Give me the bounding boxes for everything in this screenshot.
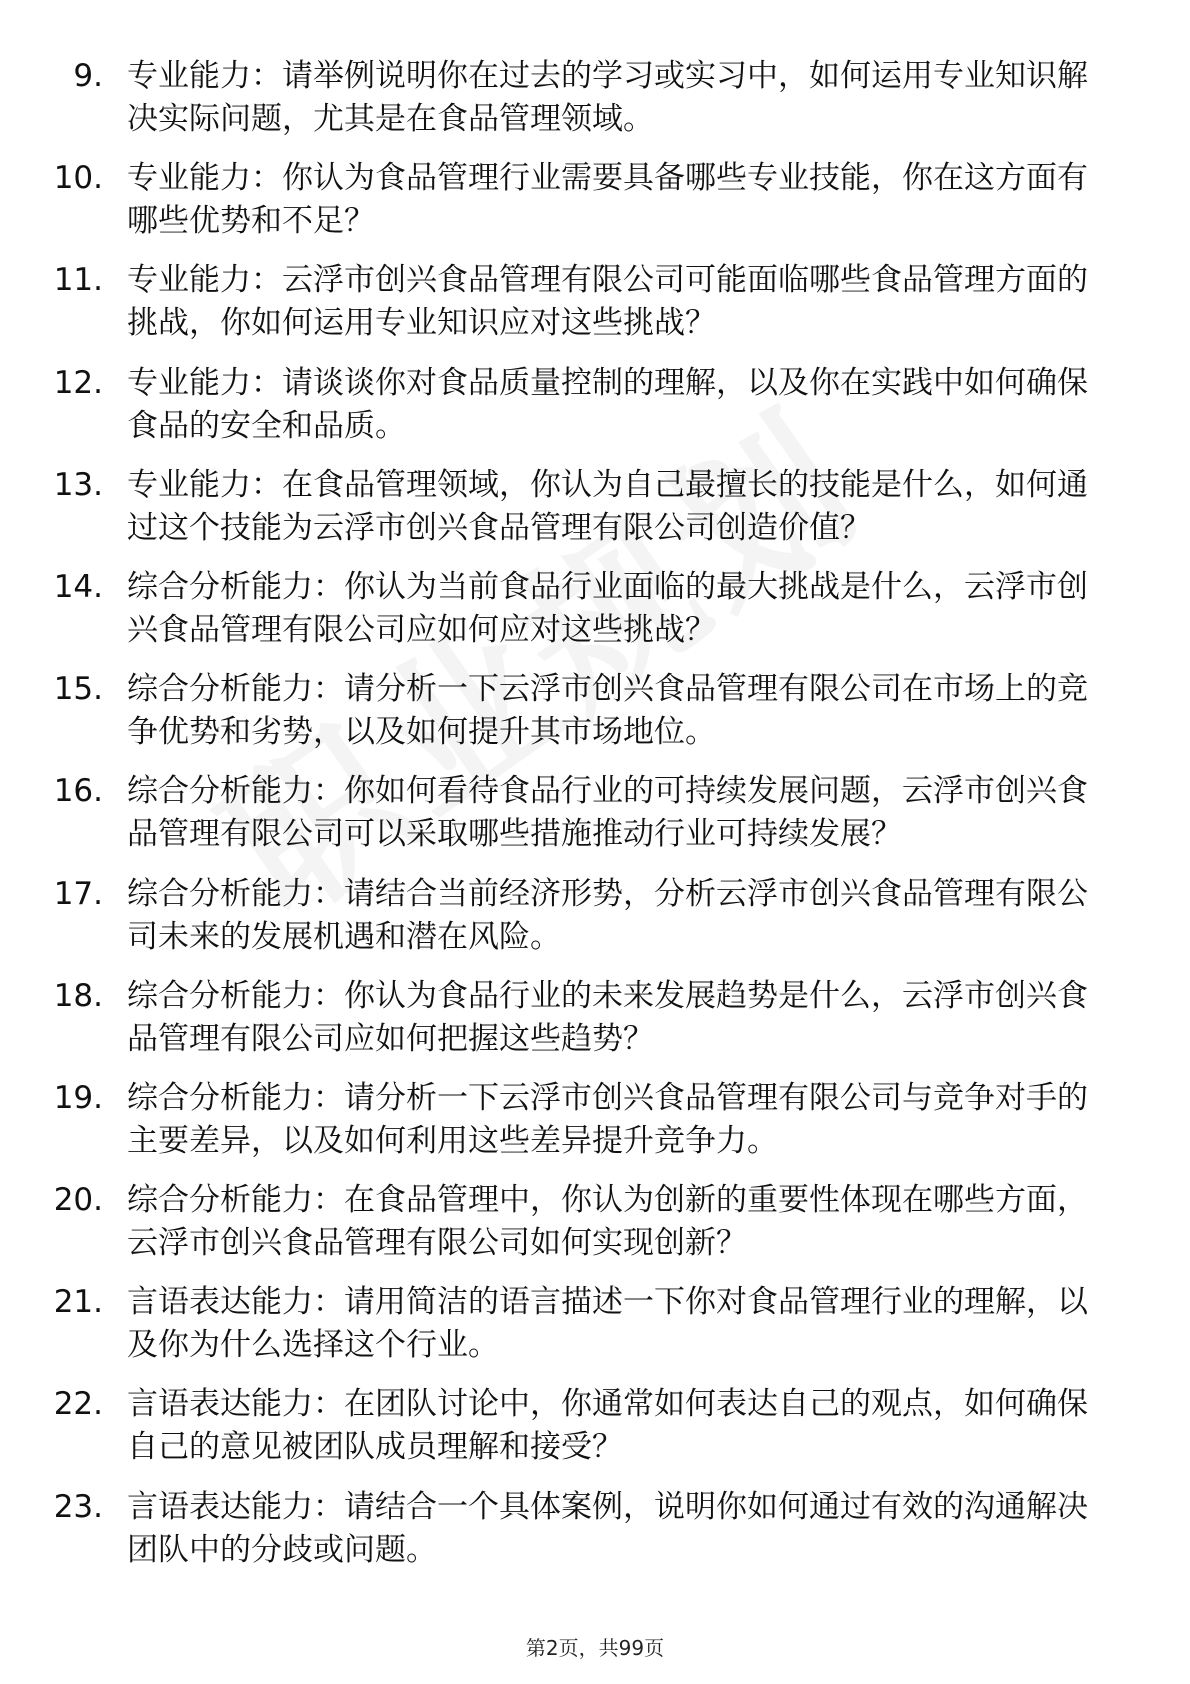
question-item	[0, 970, 1190, 1072]
question-item	[0, 1481, 1190, 1583]
question-number: 23.	[53, 1488, 103, 1525]
question-list	[0, 50, 1190, 1583]
question-text: 专业能力：云浮市创兴食品管理有限公司可能面临哪些食品管理方面的挑战，你如何运用专业知识应对这些挑战？	[127, 262, 1088, 342]
question-number: 13.	[53, 466, 103, 503]
question-item	[0, 459, 1190, 561]
question-number: 14.	[53, 568, 103, 605]
question-text: 专业能力：在食品管理领域，你认为自己最擅长的技能是什么，如何通过这个技能为云浮市创兴食品管理有限公司创造价值？	[127, 466, 1088, 546]
question-number: 17.	[53, 875, 103, 912]
question-number: 9.	[73, 58, 103, 94]
question-item	[0, 1276, 1190, 1378]
question-number: 11.	[53, 262, 103, 299]
question-text: 言语表达能力：在团队讨论中，你通常如何表达自己的观点，如何确保自己的意见被团队成员理解和接受？	[127, 1386, 1088, 1466]
question-text: 专业能力：请谈谈你对食品质量控制的理解，以及你在实践中如何确保食品的安全和品质。	[127, 364, 1088, 444]
question-item	[0, 868, 1190, 970]
question-item	[0, 1072, 1190, 1174]
question-number: 19.	[53, 1079, 103, 1116]
question-number: 22.	[53, 1386, 103, 1423]
question-item	[0, 1174, 1190, 1276]
question-item	[0, 152, 1190, 254]
question-number: 20.	[53, 1182, 103, 1219]
question-text: 综合分析能力：请分析一下云浮市创兴食品管理有限公司在市场上的竞争优势和劣势，以及如何提升其市场地位。	[127, 671, 1088, 751]
question-text: 综合分析能力：请分析一下云浮市创兴食品管理有限公司与竞争对手的主要差异，以及如何利用这些差异提升竞争力。	[127, 1079, 1088, 1159]
page-footer: 第2页，共99页	[525, 1636, 665, 1660]
question-item	[0, 765, 1190, 867]
question-item	[0, 561, 1190, 663]
question-number: 18.	[53, 977, 103, 1014]
question-text: 综合分析能力：请结合当前经济形势，分析云浮市创兴食品管理有限公司未来的发展机遇和潜在风险。	[127, 875, 1088, 955]
question-number: 15.	[53, 671, 103, 708]
question-item	[0, 357, 1190, 459]
question-number: 12.	[53, 364, 103, 401]
question-number: 16.	[53, 773, 103, 810]
question-item	[0, 663, 1190, 765]
question-text: 综合分析能力：你认为当前食品行业面临的最大挑战是什么，云浮市创兴食品管理有限公司应如何应对这些挑战？	[127, 568, 1088, 648]
question-item	[0, 50, 1190, 152]
question-text: 综合分析能力：你认为食品行业的未来发展趋势是什么，云浮市创兴食品管理有限公司应如何把握这些趋势？	[127, 977, 1088, 1057]
question-number: 21.	[53, 1284, 103, 1321]
question-text: 专业能力：请举例说明你在过去的学习或实习中，如何运用专业知识解决实际问题，尤其是在食品管理领域。	[127, 58, 1088, 137]
question-number: 10.	[53, 160, 103, 197]
question-text: 言语表达能力：请用简洁的语言描述一下你对食品管理行业的理解，以及你为什么选择这个行业。	[127, 1284, 1088, 1364]
question-item	[0, 254, 1190, 356]
question-item	[0, 1378, 1190, 1480]
question-text: 综合分析能力：在食品管理中，你认为创新的重要性体现在哪些方面，云浮市创兴食品管理有限公司如何实现创新？	[127, 1182, 1088, 1262]
question-text: 专业能力：你认为食品管理行业需要具备哪些专业技能，你在这方面有哪些优势和不足？	[127, 160, 1088, 240]
question-text: 言语表达能力：请结合一个具体案例，说明你如何通过有效的沟通解决团队中的分歧或问题。	[127, 1488, 1088, 1568]
question-text: 综合分析能力：你如何看待食品行业的可持续发展问题，云浮市创兴食品管理有限公司可以采取哪些措施推动行业可持续发展？	[127, 773, 1088, 853]
